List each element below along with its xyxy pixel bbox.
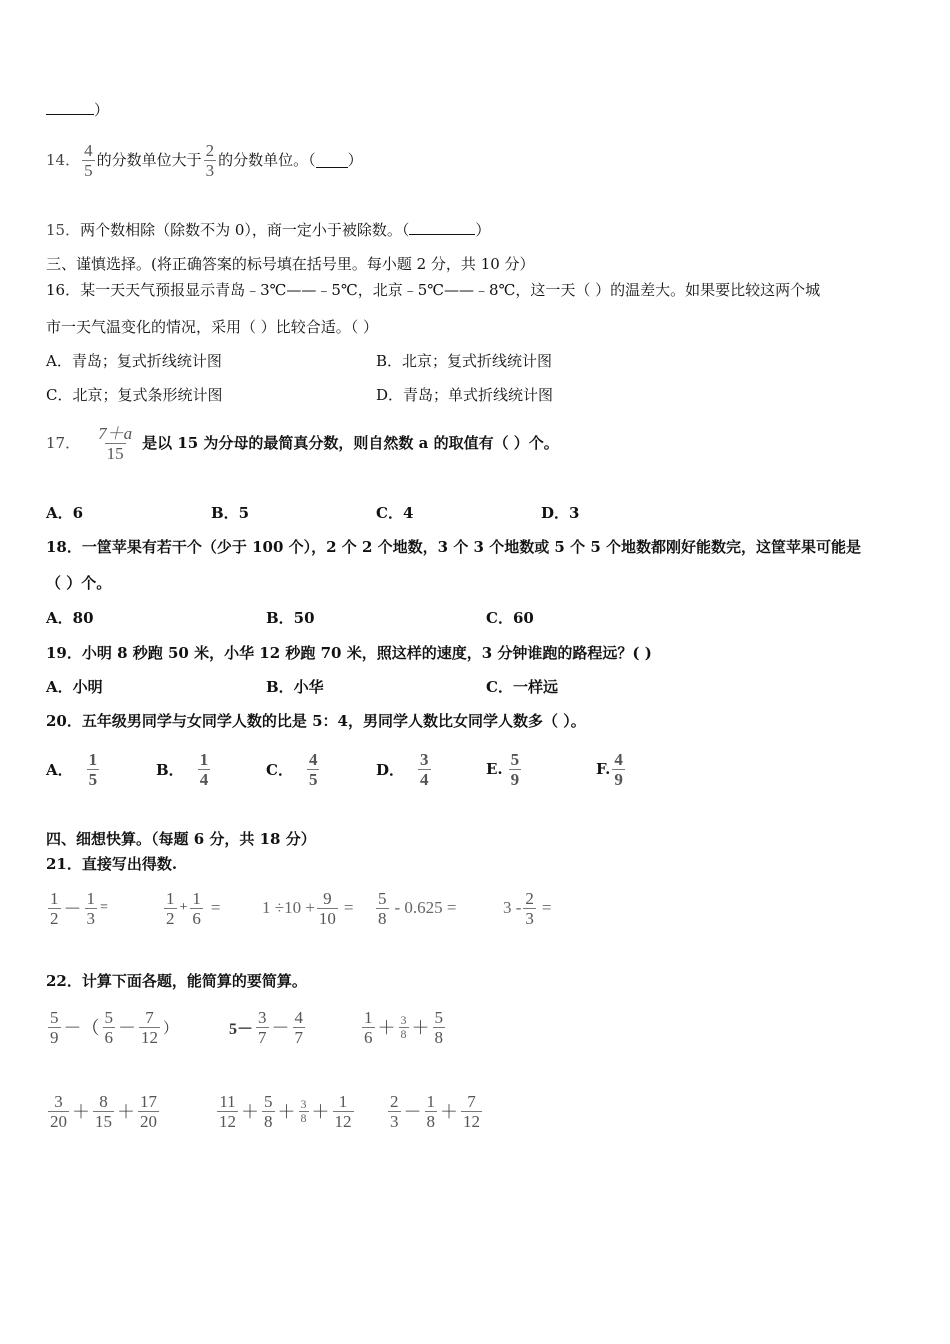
q22-expr-6: $\frac{2}{3}$ － $\frac{1}{8}$ ＋ $\frac{7}{12}$ [390,1091,480,1131]
section-3-heading: 三、谨慎选择。(将正确答案的标号填在括号里。每小题 2 分，共 10 分） [46,255,535,273]
option-17-c[interactable]: C．4 [376,504,414,522]
option-16-a[interactable]: A．青岛；复式折线统计图 [46,352,222,370]
answer-blank[interactable] [316,153,348,168]
option-18-a[interactable]: A．80 [46,609,94,627]
q13-tail: ） [46,100,109,120]
option-18-b[interactable]: B．50 [266,609,315,627]
question-22: 22．计算下面各题，能简算的要简算。 [46,972,307,990]
option-20-a[interactable]: A． $\frac{1}{5}$ [46,749,98,789]
answer-blank[interactable] [409,220,475,235]
q22-expr-2: 5－ $\frac{3}{7}$ － $\frac{4}{7}$ [229,1007,304,1047]
question-21: 21．直接写出得数. [46,855,178,873]
option-16-c[interactable]: C．北京；复式条形统计图 [46,386,223,404]
option-16-b[interactable]: B．北京；复式折线统计图 [376,352,553,370]
question-18-line2: （ ）个。 [46,574,112,592]
option-17-b[interactable]: B．5 [211,504,250,522]
option-20-f[interactable]: F. $\frac{4}{9}$ [596,749,623,789]
q22-expr-4: $\frac{3}{20}$ ＋ $\frac{8}{15}$ ＋ $\frac{17}{20}$ [50,1091,157,1131]
q22-expr-1: $\frac{5}{9}$ －（ $\frac{5}{6}$ － $\frac{7}{12}$ ） [50,1007,179,1047]
option-19-b[interactable]: B．小华 [266,678,324,696]
fraction: $\frac{2}{3}$ [205,140,215,180]
question-18-line1: 18．一筐苹果有若干个（少于 100 个），2 个 2 个地数，3 个 3 个地数或 5 个 5 个地数都刚好能数完，这筐苹果可能是 [46,538,861,556]
question-19: 19．小明 8 秒跑 50 米，小华 12 秒跑 70 米，照这样的速度，3 分钟谁跑的路程远？( ) [46,644,652,662]
q21-expr-5: 3 - $\frac{2}{3}$ = [503,888,552,928]
question-16-line1: 16．某一天天气预报显示青岛﹣3℃——﹣5℃，北京﹣5℃——﹣8℃，这一天（ ）的温差大。如果要比较这两个城 [46,281,821,299]
answer-blank[interactable] [46,100,94,115]
option-17-a[interactable]: A．6 [46,504,84,522]
option-20-b[interactable]: B． $\frac{1}{4}$ [156,749,209,789]
section-4-heading: 四、细想快算。（每题 6 分，共 18 分） [46,830,316,848]
q21-expr-4: $\frac{5}{8}$ - 0.625 = [378,888,457,928]
q21-expr-3: 1 ÷10 + $\frac{9}{10}$ = [262,888,354,928]
option-20-e[interactable]: E. $\frac{5}{9}$ [486,749,520,789]
fraction: $\frac{4}{5}$ [84,140,93,180]
q22-expr-3: $\frac{1}{6}$ ＋ $\frac{3}{8}$ ＋ $\frac{5}{8}$ [364,1007,443,1047]
question-20: 20．五年级男同学与女同学人数的比是 5：4，男同学人数比女同学人数多（ ）。 [46,712,586,730]
q22-expr-5: $\frac{11}{12}$ ＋ $\frac{5}{8}$ ＋ $\frac{3}{8}$ ＋ $\frac{1}{12}$ [219,1091,352,1131]
question-15: 15．两个数相除（除数不为 0），商一定小于被除数。（ ） [46,221,491,239]
option-19-a[interactable]: A．小明 [46,678,103,696]
option-20-d[interactable]: D． $\frac{3}{4}$ [376,749,429,789]
option-20-c[interactable]: C． $\frac{4}{5}$ [266,749,318,789]
question-14: 14． $\frac{4}{5}$ 的分数单位大于 $\frac{2}{3}$ 的分数单位。（ ） [46,140,363,180]
fraction: $\frac{7+a}{15}$ [98,423,133,463]
question-17: 17． $\frac{7+a}{15}$ 是以 15 为分母的最简真分数，则自然数 a 的取值有（ ）个。 [46,423,559,463]
option-18-c[interactable]: C．60 [486,609,534,627]
option-19-c[interactable]: C．一样远 [486,678,558,696]
question-16-line2: 市一天气温变化的情况，采用（ ）比较合适。（ ） [46,318,379,336]
option-16-d[interactable]: D．青岛；单式折线统计图 [376,386,554,404]
q21-expr-2: $\frac{1}{2}$ + $\frac{1}{6}$ = [166,888,221,928]
option-17-d[interactable]: D．3 [541,504,580,522]
q21-expr-1: $\frac{1}{2}$ － $\frac{1}{3}$ = [50,888,108,928]
q20-options [46,743,656,795]
